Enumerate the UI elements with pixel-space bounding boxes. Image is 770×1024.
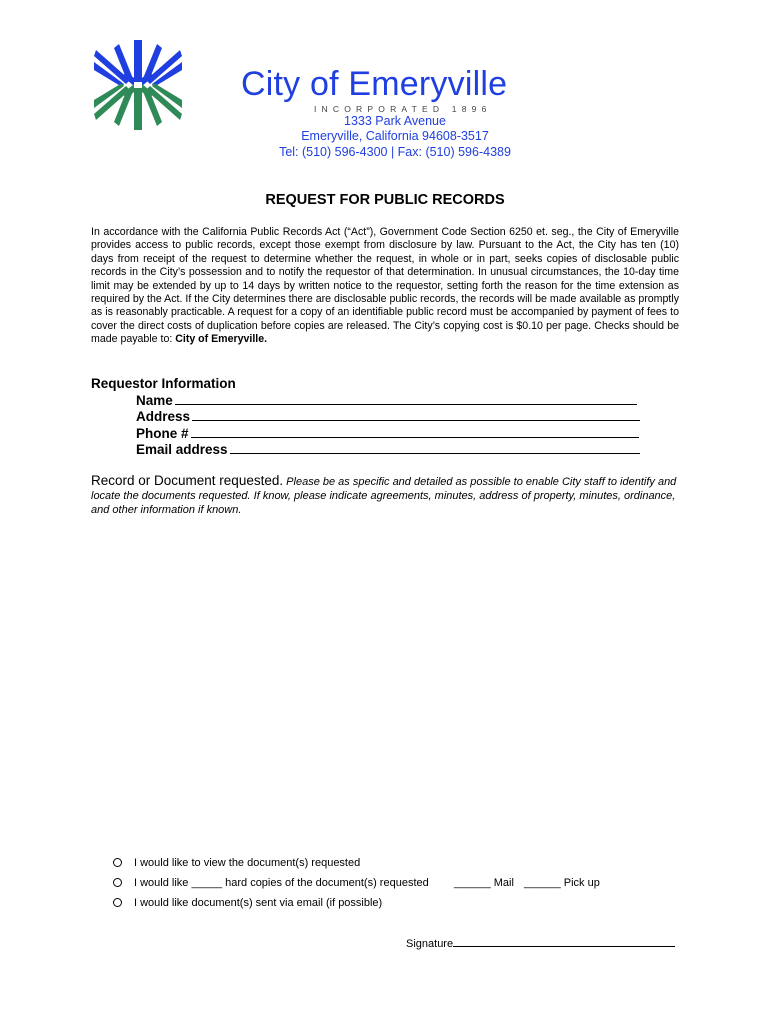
option-view[interactable] [113,857,360,869]
radio-circle-icon[interactable] [113,858,122,867]
phone-input-line[interactable] [191,425,639,438]
record-lead: Record or Document requested. [91,473,284,488]
incorporated-line: INCORPORATED 1896 [314,104,492,114]
city-name: City of Emeryville [241,65,508,103]
record-instructions: Please be as specific and detailed as possible to enable City staff to identify and locate the documents requested. If know, please indicate agreements, minutes, address of property, minutes, ordinance, and other information if known. [91,476,677,516]
address-field[interactable] [136,408,640,425]
option-copies-label: I would like _____ hard copies of the document(s) requested [134,877,429,889]
signature-label: Signature [406,938,454,950]
signature-field[interactable] [406,936,675,950]
contact-line: Tel: (510) 596-4300 | Fax: (510) 596-4389 [279,145,511,159]
option-pickup[interactable]: ______ Pick up [524,877,600,889]
name-label: Name [136,393,173,408]
name-field[interactable] [136,392,637,409]
signature-line[interactable] [453,936,675,947]
intro-body: In accordance with the California Public Records Act (“Act”), Government Code Section 6250 et. seg., the City of Emeryville provides access to public records, except those exempt from disclosure by law. Pursuant to the Act, the City has ten (10) days from receipt of the request to determine whether the request, in whole or in part, seeks copies of disclosable public records in the City’s possession and to notify the requestor of that determination. In unusual circumstances, the 10-day time limit may be extended by up to 14 days by written notice to the requestor, setting forth the reason for the time extension as required by the Act. If the City determines there are disclosable public records, the records will be made available as promptly as is reasonably practicable. A request for a copy of an identifiable public record must be accompanied by payment of fees to cover the direct costs of duplication before copies are released. The City’s copying cost is $0.10 per page. Checks should be made payable to: [91,226,679,346]
option-copies[interactable] [113,877,429,889]
option-mail[interactable]: ______ Mail [454,877,514,889]
address-input-line[interactable] [192,408,640,421]
address-label: Address [136,409,191,424]
phone-label: Phone # [136,426,189,441]
document-title: REQUEST FOR PUBLIC RECORDS [265,192,505,208]
city-logo [94,40,182,130]
option-email-label: I would like document(s) sent via email (if possible) [134,897,383,909]
email-field[interactable] [136,441,640,458]
radio-circle-icon[interactable] [113,898,122,907]
intro-paragraph [91,226,679,347]
email-input-line[interactable] [230,441,640,454]
option-view-label: I would like to view the document(s) requested [134,857,361,869]
record-request-section [91,474,681,517]
address-line2: Emeryville, California 94608-3517 [301,129,489,143]
email-label: Email address [136,442,228,457]
phone-field[interactable] [136,425,639,442]
requestor-heading: Requestor Information [91,376,236,391]
payee-name: City of Emeryville. [175,333,268,346]
name-input-line[interactable] [175,392,637,405]
radio-circle-icon[interactable] [113,878,122,887]
option-email[interactable] [113,897,382,909]
address-line1: 1333 Park Avenue [344,114,446,128]
